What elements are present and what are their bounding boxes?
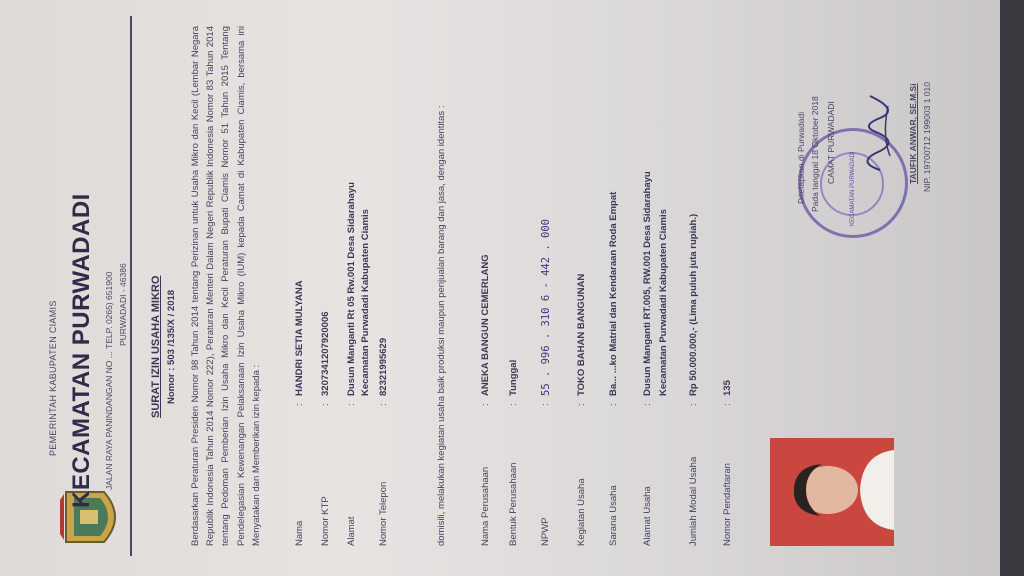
signature-place: Ditetapkan di Purwadadi bbox=[796, 111, 806, 204]
field-label: NPWP bbox=[540, 517, 551, 546]
field-label: Sarana Usaha bbox=[608, 485, 619, 546]
field-value: Ba... ...ko Matrial dan Kendaraan Roda Empat bbox=[608, 191, 619, 396]
signatory-nip: NIP. 19700712 199003 1 010 bbox=[922, 82, 932, 192]
field-label: Bentuk Perusahaan bbox=[508, 462, 519, 546]
intro-paragraph: Berdasarkan Peraturan Presiden Nomor 98 Tahun 2014 tentang Perizinan untuk Usaha Mikro dan Kecil (Lembar Negara Republik Indonesia Tahun 2014 Nomor 222), Peraturan Menteri Dalam Negeri Republik Indonesia Nomor 83 Tahun 2014 tentang Pedoman Pemberian Izin Usaha Mikro dan Kecil Peraturan Bupati Ciamis Nomor 51 Tahun 2015 Tentang Pendelegasian Kewenangan Pelaksanaan Izin Usaha Mikro (IUM) kepada Camat di Kabupaten Ciamis, bersama ini Menyatakan dan Memberikan izin kepada : bbox=[190, 26, 262, 546]
permit-document: PEMERINTAH KABUPATEN CIAMIS KECAMATAN PURWADADI JALAN RAYA PANINDANGAN NO ... TELP. 0265) 651900 PURWADADI - 46386 SURAT IZIN USAHA MIKRO Nomor : 503 /135/X / 2018 Berdasarkan Peraturan Presiden Nomor 98 Tahun 2014 tentang Perizinan untuk Usaha Mikro dan Kecil (Lembar Negara Republik Indonesia Tahun 2014 Nomor 222), Peraturan Menteri Dalam Negeri Republik Indonesia Nomor 83 Tahun 2014 tentang Pedoman Pemberian Izin Usaha Mikro dan Kecil Peraturan Bupati Ciamis Nomor 51 Tahun 2015 Tentang Pendelegasian Kewenangan Pelaksanaan Izin Usaha Mikro (IUM) kepada Camat di Kabupaten Ciamis, bersama ini Menyatakan dan Memberikan izin kepada : Nama : HANDRI SETIA MULYANA Nomor KTP : 3207341207920006 Alamat : Dusun Manganti Rt 05 Rw.001 Desa Sidarahayu Kecamatan Purwadadi Kabupaten Ciamis Nomor Telepon : 82321995629 domisili, melakukan kegiatan usaha baik produksi maupun penjualan barang dan jasa, dengan identitas : Nama Perusahaan : ANEKA BANGUN CEMERLANG Bentuk Perusahaan : Tunggal NPWP : 55 . 996 . 310 6 - 442 . 000 Kegiatan Usaha : TOKO BAHAN BANGUNAN Sarana Usaha : Ba... ...ko Matrial dan Kendaraan Roda Empat Alamat Usaha : Dusun Manganti RT.005, RW.001 Desa Sidarahayu Kecamatan Purwadadi Kabupaten Ciamis Jumlah Modal Usaha : Rp 50.000.000,- (Lima puluh juta rupiah.) Nomor Pendaftaran : 135 KECAMATAN PURWADADI Ditetapkan di Purwadadi Pada tanggal 18 Oktober 2018 CAMAT PURWADADI TAUFIK ANWAR, SE.M.Si NIP. 19700712 199003 1 010 bbox=[0, 0, 1000, 576]
signatory-name: TAUFIK ANWAR, SE.M.Si bbox=[908, 83, 918, 184]
signature-date: Pada tanggal 18 Oktober 2018 bbox=[810, 96, 820, 212]
npwp-handwritten: 55 . 996 . 310 6 - 442 . 000 bbox=[540, 218, 552, 396]
field-value: TOKO BAHAN BANGUNAN bbox=[576, 273, 587, 396]
field-value: HANDRI SETIA MULYANA bbox=[294, 280, 305, 396]
field-label: Alamat Usaha bbox=[642, 486, 653, 546]
field-label: Nomor KTP bbox=[320, 496, 331, 546]
field-value: 82321995629 bbox=[378, 337, 389, 396]
field-value: Dusun Manganti RT.005, RW.001 Desa Sidarahayu bbox=[642, 171, 653, 396]
domicile-paragraph: domisili, melakukan kegiatan usaha baik produksi maupun penjualan barang dan jasa, dengan identitas : bbox=[436, 105, 447, 546]
field-value: Dusun Manganti Rt 05 Rw.001 Desa Sidarahayu bbox=[346, 182, 357, 396]
field-label: Alamat bbox=[346, 516, 357, 546]
office-postal: PURWADADI - 46386 bbox=[118, 263, 128, 346]
field-label: Jumlah Modal Usaha bbox=[688, 456, 699, 546]
field-value: 135 bbox=[722, 380, 733, 396]
field-value: Tunggal bbox=[508, 359, 519, 396]
government-name: PEMERINTAH KABUPATEN CIAMIS bbox=[48, 300, 58, 456]
signature-position: CAMAT PURWADADI bbox=[826, 101, 836, 184]
field-value: 3207341207920006 bbox=[320, 311, 331, 396]
field-value: Rp 50.000.000,- (Lima puluh juta rupiah.) bbox=[688, 213, 699, 396]
field-label: Nomor Telepon bbox=[378, 481, 389, 546]
field-value: Kecamatan Purwadadi Kabupaten Ciamis bbox=[658, 209, 669, 396]
holder-photo bbox=[770, 438, 894, 546]
field-label: Nama bbox=[294, 520, 305, 546]
document-number: Nomor : 503 /135/X / 2018 bbox=[166, 289, 177, 404]
header-divider bbox=[130, 16, 132, 556]
document-title: SURAT IZIN USAHA MIKRO bbox=[150, 275, 162, 418]
field-label: Nomor Pendaftaran bbox=[722, 463, 733, 546]
field-label: Nama Perusahaan bbox=[480, 466, 491, 546]
stamp-text: KECAMATAN PURWADADI bbox=[850, 151, 856, 226]
handwritten-signature bbox=[850, 86, 900, 176]
field-value: Kecamatan Purwadadi Kabupaten Ciamis bbox=[360, 209, 371, 396]
field-label: Kegiatan Usaha bbox=[576, 478, 587, 546]
office-address: JALAN RAYA PANINDANGAN NO ... TELP. 0265) 651900 bbox=[104, 271, 114, 490]
office-name: KECAMATAN PURWADADI bbox=[68, 193, 95, 508]
field-value: ANEKA BANGUN CEMERLANG bbox=[480, 254, 491, 396]
